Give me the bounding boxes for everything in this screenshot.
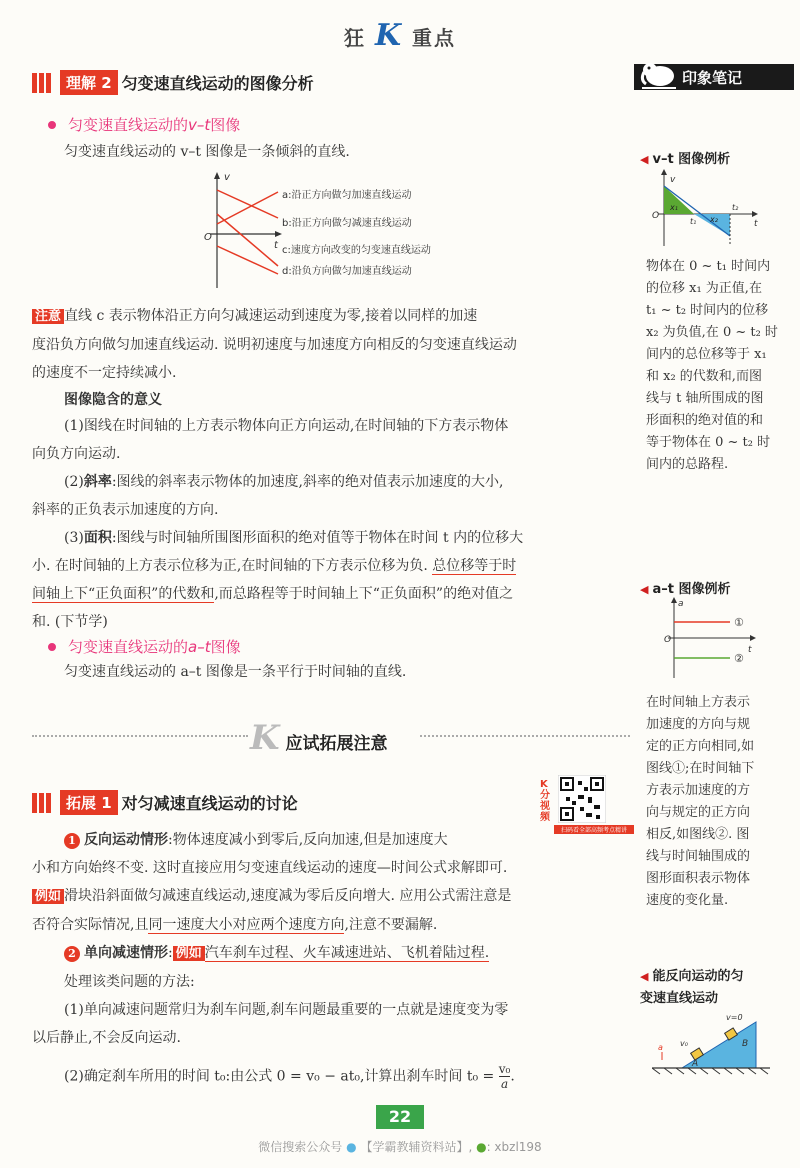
number-2-icon: 2 (64, 946, 80, 962)
subheading-at (48, 636, 241, 657)
ext-s1-line2: 小和方向始终不变. 这时直接应用匀变速直线运动的速度—时间公式求解即可. (32, 860, 508, 876)
banner-k-logo: K (250, 718, 280, 758)
side-at-label-1: ① (734, 616, 744, 629)
note-line-2: 度沿负方向做匀加速直线运动. 说明初速度与加速度方向相反的匀变速直线运动 (32, 337, 517, 353)
side-slope-B: B (742, 1039, 749, 1049)
footer-text4: : xbzl198 (486, 1140, 542, 1154)
side-slope-title-text: 能反向运动的匀 (652, 969, 744, 984)
side-vt-line: 形面积的绝对值的和 (646, 413, 764, 428)
side-vt-line: 物体在 0 ~ t₁ 时间内 (646, 259, 771, 274)
side-vt-t: t (754, 219, 758, 229)
side-slope-A: A (692, 1059, 699, 1069)
section1-title (32, 70, 314, 95)
subheading-at-prefix: 匀变速直线运动的 (68, 638, 189, 656)
side-vt-line: 和 x₂ 的代数和,而图 (646, 369, 762, 384)
vt-graph (200, 170, 490, 290)
meaning-block (32, 412, 632, 636)
ext-method: 处理该类问题的方法: (64, 974, 195, 990)
example-label: 例如 (32, 889, 64, 904)
side-vt-t1: t₁ (690, 217, 697, 226)
note-line-1-text: 直线 c 表示物体沿正方向匀减速运动到速度为零,接着以同样的加速 (64, 308, 478, 324)
ext-s1-ex1 (32, 882, 632, 911)
elephant-icon (640, 58, 678, 90)
footer-watermark (0, 1138, 800, 1155)
section1-tag: 理解 2 (60, 70, 118, 95)
meaning-p3-line2b: 总位移等于时 (432, 558, 517, 574)
qr-caption: 扫码看全部高频考点精讲 (554, 825, 634, 834)
meaning-p3-line1 (32, 524, 632, 552)
side-vt-x2: x₂ (710, 215, 718, 224)
side-at-label-2: ② (734, 652, 744, 665)
ext-s2-colon: : (168, 945, 173, 961)
meaning-p3-prefix: (3) (64, 530, 84, 546)
subheading-at-suffix: 图像 (210, 638, 241, 656)
meaning-p2-line2: 斜率的正负表示加速度的方向. (32, 502, 219, 518)
bullet-icon (46, 119, 57, 130)
vt-label-a: a:沿正方向做匀加速直线运动 (282, 190, 412, 201)
triangle-icon: ◀ (640, 153, 649, 166)
side-slope-graph (652, 1012, 772, 1076)
note-block (32, 302, 632, 387)
side-at-line: 在时间轴上方表示 (646, 695, 751, 710)
ext-s1-ex2c: ,注意不要漏解. (344, 917, 438, 933)
ext-m1-line2: 以后静止,不会反向运动. (32, 1030, 181, 1046)
side-at-line: 线与时间轴围成的 (646, 849, 751, 864)
meaning-p3-line3b: ,而总路程等于时间轴上下“正负面积”的绝对值之 (214, 586, 514, 602)
footer-text2: 【学霸教辅资料站】 (360, 1140, 469, 1154)
header-left: 狂 (343, 26, 366, 50)
subheading-vt-var: v–t (188, 115, 211, 134)
side-at-line: 图形面积表示物体 (646, 871, 751, 886)
page-number: 22 (376, 1105, 424, 1129)
footer-text3: , (468, 1140, 477, 1154)
side-slope-title-line2: 变速直线运动 (640, 991, 719, 1006)
section2-tag: 拓展 1 (60, 790, 118, 815)
at-intro: 匀变速直线运动的 a–t 图像是一条平行于时间轴的直线. (64, 664, 407, 680)
ext-m2-end: . (510, 1068, 515, 1085)
triangle-icon: ◀ (640, 970, 649, 983)
meaning-p3-bold: 面积 (83, 530, 112, 546)
side-vt-x1: x₁ (670, 203, 678, 212)
meaning-p3-line2 (32, 552, 632, 580)
section1-title-text: 匀变速直线运动的图像分析 (121, 74, 314, 93)
side-vt-text (646, 256, 796, 476)
meaning-title: 图像隐含的意义 (64, 392, 162, 408)
number-1-icon: 1 (64, 833, 80, 849)
side-at-o: O (664, 635, 672, 645)
meaning-p3-line3 (32, 580, 632, 608)
side-vt-title (640, 148, 730, 167)
example-label: 例如 (173, 946, 205, 961)
vt-label-b: b:沿正方向做匀减速直线运动 (282, 218, 412, 229)
side-slope-title-line1 (640, 966, 743, 988)
side-vt-line: 等于物体在 0 ~ t₂ 时 (646, 435, 771, 450)
fraction-denominator: a (500, 1077, 509, 1091)
side-vt-line: 间内的总位移等于 x₁ (646, 347, 767, 362)
vt-origin: O (204, 232, 212, 243)
side-at-line: 方表示加速度的方 (646, 783, 751, 798)
side-vt-title-text: v–t 图像例析 (652, 152, 731, 167)
side-at-line: 定的正方向相同,如 (646, 739, 755, 754)
meaning-p3-text: :图线与时间轴所围图形面积的绝对值等于物体在时间 t 内的位移大 (111, 530, 524, 546)
qr-side-text: K分视频 (540, 779, 550, 823)
book-icon (32, 73, 56, 93)
side-at-line: 加速度的方向与规 (646, 717, 751, 732)
side-slope-v0: v₀ (680, 1039, 688, 1048)
triangle-icon: ◀ (640, 583, 649, 596)
page-header (0, 18, 800, 53)
meaning-p2-prefix: (2) (64, 474, 84, 490)
footer-text1: 微信搜索公众号 (258, 1140, 343, 1154)
extension-block (32, 826, 632, 1091)
ext-s1-line1 (32, 826, 632, 854)
side-at-line: 相反,如图线②. 图 (646, 827, 750, 842)
side-slope-title (640, 966, 743, 1010)
side-vt-line: t₁ ~ t₂ 时间内的位移 (646, 303, 769, 318)
side-at-graph (652, 596, 762, 680)
side-at-t: t (748, 645, 752, 655)
ext-s2-bold: 单向减速情形 (84, 945, 168, 961)
divider-left (32, 735, 248, 737)
header-k-logo: K (374, 18, 404, 53)
side-at-line: 图线①;在时间轴下 (646, 761, 755, 776)
side-vt-line: 的位移 x₁ 为正值,在 (646, 281, 762, 296)
meaning-p1-line2: 向负方向运动. (32, 446, 121, 462)
banner-title (250, 718, 387, 758)
vt-axis-t: t (274, 240, 278, 251)
vt-label-c: c:速度方向改变的匀变速直线运动 (282, 245, 431, 256)
ext-s1-ex2 (32, 911, 632, 939)
subheading-vt (48, 114, 240, 135)
wechat-icon: ● (346, 1140, 357, 1154)
ext-m1-line1: (1)单向减速问题常归为刹车问题,刹车问题最重要的一点就是速度变为零 (64, 1002, 509, 1018)
meaning-p2-text: :图线的斜率表示物体的加速度,斜率的绝对值表示加速度的大小, (111, 474, 504, 490)
side-vt-line: 线与 t 轴所围成的图 (646, 391, 764, 406)
ext-s1-text: :物体速度减小到零后,反向加速,但是加速度大 (168, 832, 448, 848)
side-vt-v: v (670, 175, 676, 185)
note-line-3: 的速度不一定持续减小. (32, 365, 177, 381)
meaning-p1-line1: (1)图线在时间轴的上方表示物体向正方向运动,在时间轴的下方表示物体 (64, 418, 509, 434)
section2-title-text: 对匀减速直线运动的讨论 (121, 794, 298, 813)
side-at-title (640, 578, 730, 597)
divider-right (420, 735, 630, 737)
side-vt-t2: t₂ (732, 203, 739, 212)
note-label: 注意 (32, 309, 64, 324)
fraction (499, 1062, 511, 1091)
ext-s2-ex: 汽车刹车过程、火车减速进站、飞机着陆过程. (204, 945, 490, 961)
meaning-p2-bold: 斜率 (83, 474, 112, 490)
ext-s1-ex2a: 否符合实际情况,且 (32, 917, 149, 933)
impression-notes-title: 印象笔记 (682, 69, 743, 87)
fraction-numerator: v₀ (498, 1062, 511, 1076)
meaning-p3-line3a: 间轴上下“正负面积”的代数和 (32, 586, 215, 602)
section2-title (32, 790, 298, 815)
side-at-line: 速度的变化量. (646, 893, 729, 908)
side-vt-line: 间内的总路程. (646, 457, 729, 472)
meaning-p2-line1 (32, 468, 632, 496)
ext-s2-line (32, 939, 632, 968)
side-at-line: 向与规定的正方向 (646, 805, 751, 820)
side-slope-a: a (658, 1043, 663, 1052)
side-vt-graph (648, 168, 762, 248)
subheading-at-var: a–t (188, 637, 211, 656)
header-right: 重点 (412, 26, 456, 50)
side-at-a: a (678, 599, 684, 609)
vt-intro: 匀变速直线运动的 v–t 图像是一条倾斜的直线. (64, 144, 350, 160)
note-line-1 (32, 302, 632, 331)
impression-notes-bar (634, 64, 794, 90)
side-vt-line: x₂ 为负值,在 0 ~ t₂ 时 (646, 325, 778, 340)
meaning-p3-line2a: 小. 在时间轴的上方表示位移为正,在时间轴的下方表示位移为负. (32, 558, 433, 574)
banner-title-text: 应试拓展注意 (285, 734, 388, 754)
vt-label-d: d:沿负方向做匀加速直线运动 (282, 266, 412, 277)
side-at-title-text: a–t 图像例析 (652, 582, 731, 597)
side-vt-o: O (652, 211, 660, 221)
ext-m2-prefix: (2)确定刹车所用的时间 t₀:由公式 0 = v₀ − at₀,计算出刹车时间 t₀ = (64, 1068, 495, 1085)
ext-s1-ex2b: 同一速度大小对应两个速度方向 (148, 917, 345, 933)
side-at-text (646, 692, 796, 912)
vt-axis-v: v (224, 172, 230, 183)
subheading-vt-prefix: 匀变速直线运动的 (68, 116, 189, 134)
ext-s1-bold: 反向运动情形 (84, 832, 168, 848)
book-icon (32, 793, 56, 813)
bullet-icon (46, 641, 57, 652)
chat-icon: ● (476, 1140, 487, 1154)
side-slope-v0-eq: v=0 (726, 1013, 743, 1022)
exam-extension-banner (0, 718, 630, 758)
ext-m2-line (32, 1062, 632, 1091)
ext-s1-ex1-text: 滑块沿斜面做匀减速直线运动,速度减为零后反向增大. 应用公式需注意是 (64, 888, 512, 904)
meaning-p3-line4: 和. (下节学) (32, 614, 108, 630)
qr-code-icon (558, 775, 606, 823)
subheading-vt-suffix: 图像 (210, 116, 241, 134)
